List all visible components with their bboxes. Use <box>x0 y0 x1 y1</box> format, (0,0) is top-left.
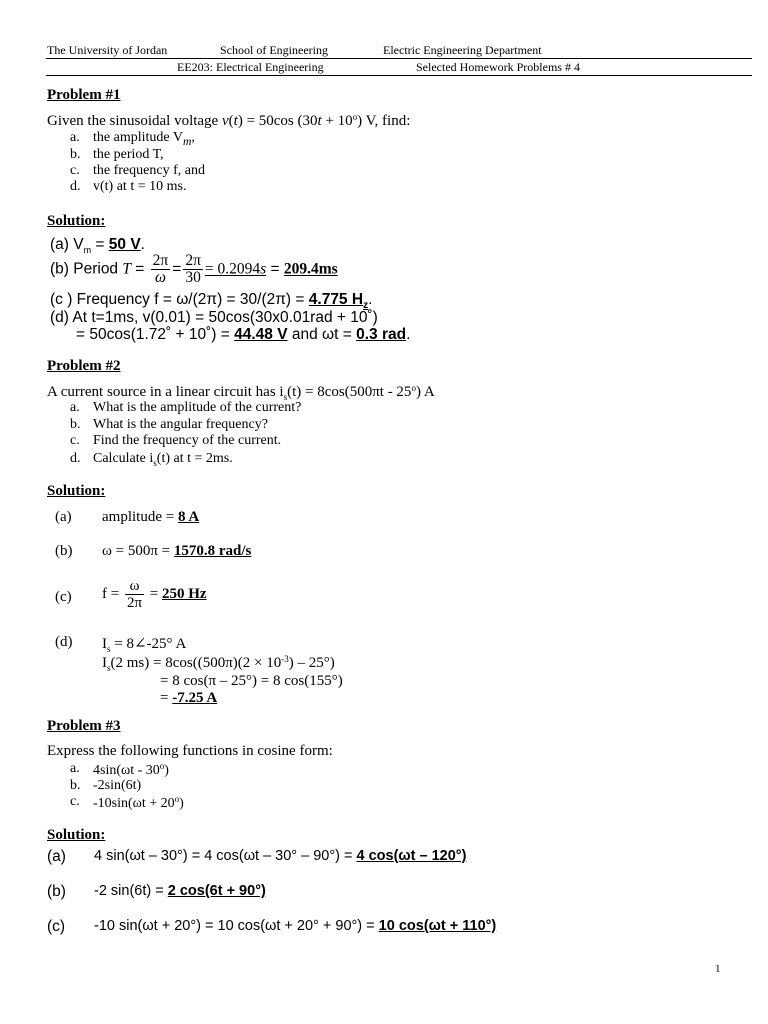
p2-solution-b: ω = 500π = 1570.8 rad/s <box>102 543 252 559</box>
p2-solution-c: f = $\frac{\omega}{2\pi}$ = 250 Hz <box>102 578 207 611</box>
list-item-letter: a. <box>70 761 80 776</box>
problem-3-statement: Express the following functions in cosine form: <box>47 743 333 759</box>
p1-solution-b: (b) Period T = $\frac{2\pi}{\omega}$ = $\frac{2\pi}{30}$ = 0.2094s = 209.4ms <box>50 252 338 286</box>
list-item-letter: c. <box>70 433 80 448</box>
problem-2-statement: A current source in a linear circuit has $i_s(t) = 8\cos(500\pi t - 25^o)$ A <box>47 383 435 402</box>
p2-solution-d-line2: $I_s(2$ $ms) = 8\cos((500\pi)(2 \times 10^{-3}) - 25^\circ)$ <box>102 654 335 673</box>
list-item: -2sin(6t) <box>93 778 142 793</box>
problem-3-heading: Problem #3 <box>47 718 121 734</box>
p1-solution-c: (c ) Frequency f = ω/(2π) = 30/(2π) = 4.775 $H_z$. <box>50 291 373 312</box>
p2-solution-a-label: (a) <box>55 509 72 525</box>
list-item: 4sin(ωt - 30$^o$) <box>93 761 169 778</box>
p2-solution-c-label: (c) <box>55 589 72 605</box>
problem-1-heading: Problem #1 <box>47 87 121 103</box>
list-item-letter: d. <box>70 451 81 466</box>
list-item-letter: b. <box>70 778 81 793</box>
p2-solution-a: amplitude = 8 A <box>102 509 200 525</box>
list-item: $-10\sin(\omega t + 20^o)$ <box>93 794 184 811</box>
list-item-letter: c. <box>70 794 80 809</box>
list-item: Find the frequency of the current. <box>93 433 282 448</box>
list-item-letter: b. <box>70 417 81 432</box>
list-item: the amplitude $V_m$, <box>93 130 195 148</box>
p2-solution-d-line1: $I_s$ = 8∠-25° A <box>102 636 187 654</box>
list-item-letter: d. <box>70 179 81 194</box>
list-item: What is the angular frequency? <box>93 417 268 432</box>
page-number: 1 <box>715 963 721 975</box>
list-item-letter: a. <box>70 400 80 415</box>
header-course: EE203: Electrical Engineering <box>177 60 324 74</box>
p1-solution-a: (a) $V_m = 50$ V. <box>50 236 145 256</box>
list-item: the frequency f, and <box>93 163 205 178</box>
p3-solution-c: -10 sin(ωt + 20°) = 10 cos(ωt + 20° + 90°) = 10 cos(ωt + 110°) <box>94 918 497 934</box>
list-item-letter: a. <box>70 130 80 145</box>
p2-solution-d-label: (d) <box>55 634 73 650</box>
p1-solution-d: (d) At t=1ms, v(0.01) = 50cos(30x0.01rad + 10˚) <box>50 309 378 326</box>
list-item: the period T, <box>93 147 164 162</box>
list-item: Calculate $i_s(t)$ at t = 2ms. <box>93 451 233 468</box>
problem-3-solution-heading: Solution: <box>47 827 106 843</box>
list-item-letter: b. <box>70 147 81 162</box>
p1-solution-d-cont: = 50cos(1.72˚ + 10˚) = 44.48 V and ωt = 0.3 rad. <box>76 326 411 343</box>
p3-solution-a: 4 sin(ωt – 30°) = 4 cos(ωt – 30° – 90°) = 4 cos(ωt – 120°) <box>94 848 467 864</box>
header-school: School of Engineering <box>220 43 328 57</box>
p2-solution-d-line4: = -7.25 A <box>160 690 218 706</box>
list-item-letter: c. <box>70 163 80 178</box>
header-university: The University of Jordan <box>47 43 168 57</box>
problem-1-solution-heading: Solution: <box>47 213 106 229</box>
problem-1-statement: Given the sinusoidal voltage v(t) = 50cos $(30t + 10^o)$ V, find: <box>47 112 411 129</box>
problem-2-solution-heading: Solution: <box>47 483 106 499</box>
problem-2-heading: Problem #2 <box>47 358 121 374</box>
list-item: What is the amplitude of the current? <box>93 400 302 415</box>
p3-solution-b: -2 sin(6t) = 2 cos(6t + 90°) <box>94 883 266 899</box>
list-item: v(t) at t = 10 ms. <box>93 179 187 194</box>
header-department: Electric Engineering Department <box>383 43 542 57</box>
header-title: Selected Homework Problems # 4 <box>416 60 580 74</box>
header-rule-top <box>46 58 752 59</box>
p2-solution-b-label: (b) <box>55 543 73 559</box>
p3-solution-a-label: (a) <box>47 848 66 865</box>
p2-solution-d-line3: = 8 cos(π – 25°) = 8 cos(155°) <box>160 673 343 689</box>
p3-solution-c-label: (c) <box>47 918 66 935</box>
header-rule-bottom <box>46 75 752 76</box>
p3-solution-b-label: (b) <box>47 883 66 900</box>
